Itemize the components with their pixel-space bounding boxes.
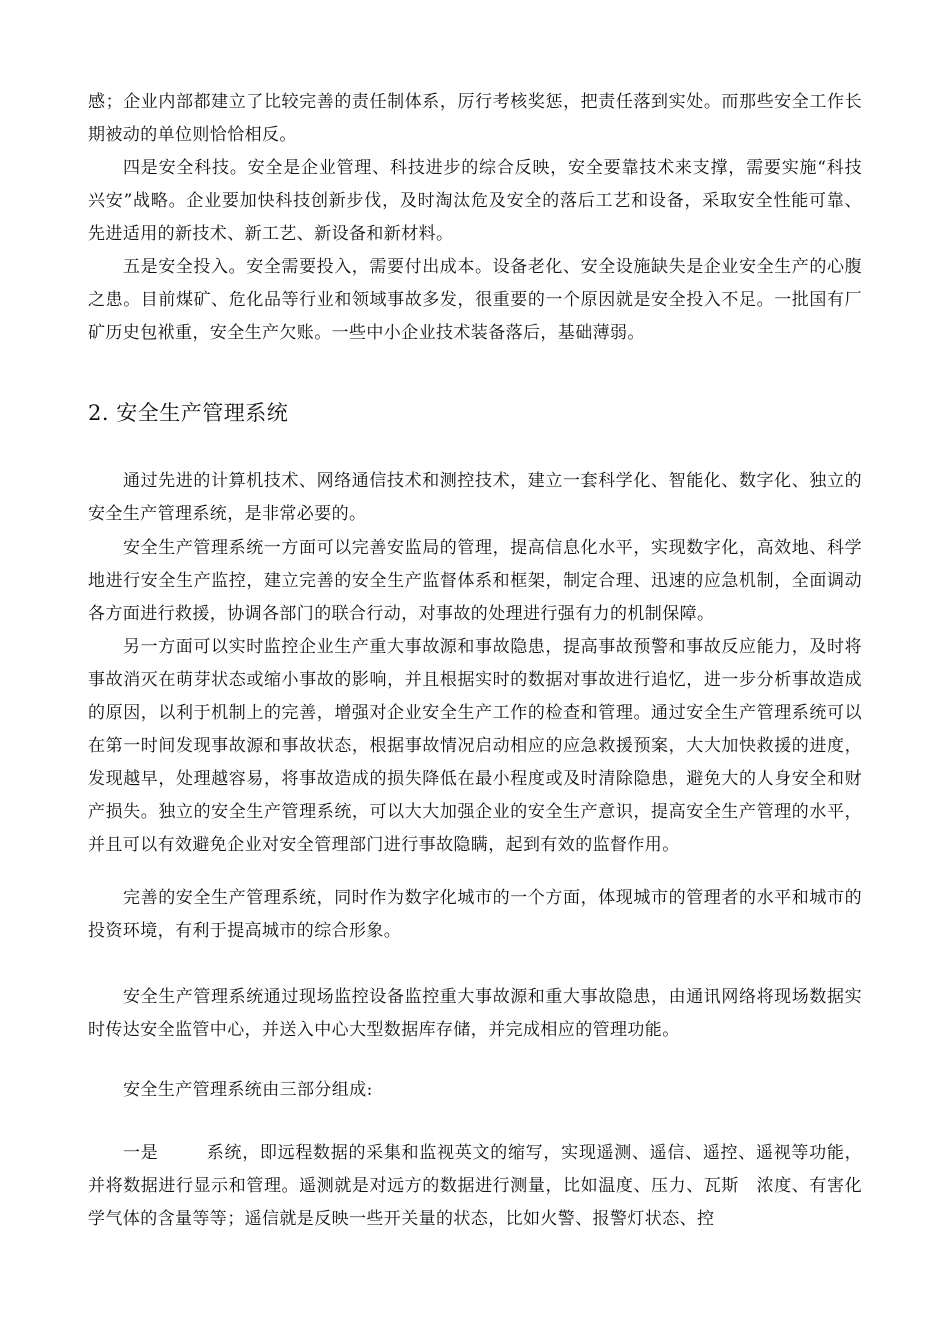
paragraph-system-composition: 安全生产管理系统由三部分组成: [123, 1080, 373, 1100]
paragraph-system-benefits-two: 另一方面可以实时监控企业生产重大事故源和事故隐患，提高事故预警和事故反应能力，及时将事故消灭在萌芽状态或缩小事故的影响，并且根据实时的数据对事故进行追忆，进一步分析事故造成的原因，以利于机制上的完善，增强对企业安全生产工作的检查和管理。通过安全生产管理系统可以在第一时间发现事故源和事故状态，根据事故情况启动相应的应急救援预案，大大加快救援的进度，发现越早，处理越容易，将事故造成的损失降低在最小程度或及时清除隐患，避免大的人身安全和财产损失。独立的安全生产管理系统，可以大大加强企业的安全生产意识，提高安全生产管理的水平，并且可以有效避免企业对安全管理部门进行事故隐瞒，起到有效的监督作用。 [88, 637, 862, 855]
paragraph-system-benefits-one: 安全生产管理系统一方面可以完善安监局的管理，提高信息化水平，实现数字化，高效地、科学地进行安全生产监控，建立完善的安全生产监督体系和框架，制定合理、迅速的应急机制，全面调动各方面进行救援，协调各部门的联合行动，对事故的处理进行强有力的机制保障。 [88, 538, 862, 624]
paragraph-city-image: 完善的安全生产管理系统，同时作为数字化城市的一个方面，体现城市的管理者的水平和城市的投资环境，有利于提高城市的综合形象。 [88, 888, 862, 941]
paragraph-safety-investment: 五是安全投入。安全需要投入，需要付出成本。设备老化、安全设施缺失是企业安全生产的心腹之患。目前煤矿、危化品等行业和领域事故多发，很重要的一个原因就是安全投入不足。一批国有厂矿历史包袱重，安全生产欠账。一些中小企业技术装备落后，基础薄弱。 [88, 257, 862, 343]
paragraph-responsibility-continued: 感；企业内部都建立了比较完善的责任制体系，厉行考核奖惩，把责任落到实处。而那些安全工作长期被动的单位则恰恰相反。 [88, 92, 862, 145]
paragraph-safety-technology: 四是安全科技。安全是企业管理、科技进步的综合反映，安全要靠技术来支撑，需要实施“科技兴安”战略。企业要加快科技创新步伐，及时淘汰危及安全的落后工艺和设备，采取安全性能可靠、先进适用的新技术、新工艺、新设备和新材料。 [88, 158, 862, 244]
first-component-lead: 一是 [123, 1143, 159, 1163]
section-heading: 2. 安全生产管理系统 [88, 401, 289, 425]
paragraph-first-component [88, 1137, 862, 1236]
paragraph-system-necessity: 通过先进的计算机技术、网络通信技术和测控技术，建立一套科学化、智能化、数字化、独立的安全生产管理系统，是非常必要的。 [88, 471, 862, 524]
paragraph-system-overview: 安全生产管理系统通过现场监控设备监控重大事故源和重大事故隐患，由通讯网络将现场数据实时传达安全监管中心，并送入中心大型数据库存储，并完成相应的管理功能。 [88, 987, 862, 1040]
first-component-description: 系统，即远程数据的采集和监视英文的缩写，实现遥测、遥信、遥控、遥视等功能，并将数据进行显示和管理。遥测就是对远方的数据进行测量，比如温度、压力、瓦斯 浓度、有害化学气体的含量等等；遥信就是反映一些开关量的状态，比如火警、报警灯状态、控 [88, 1143, 862, 1229]
